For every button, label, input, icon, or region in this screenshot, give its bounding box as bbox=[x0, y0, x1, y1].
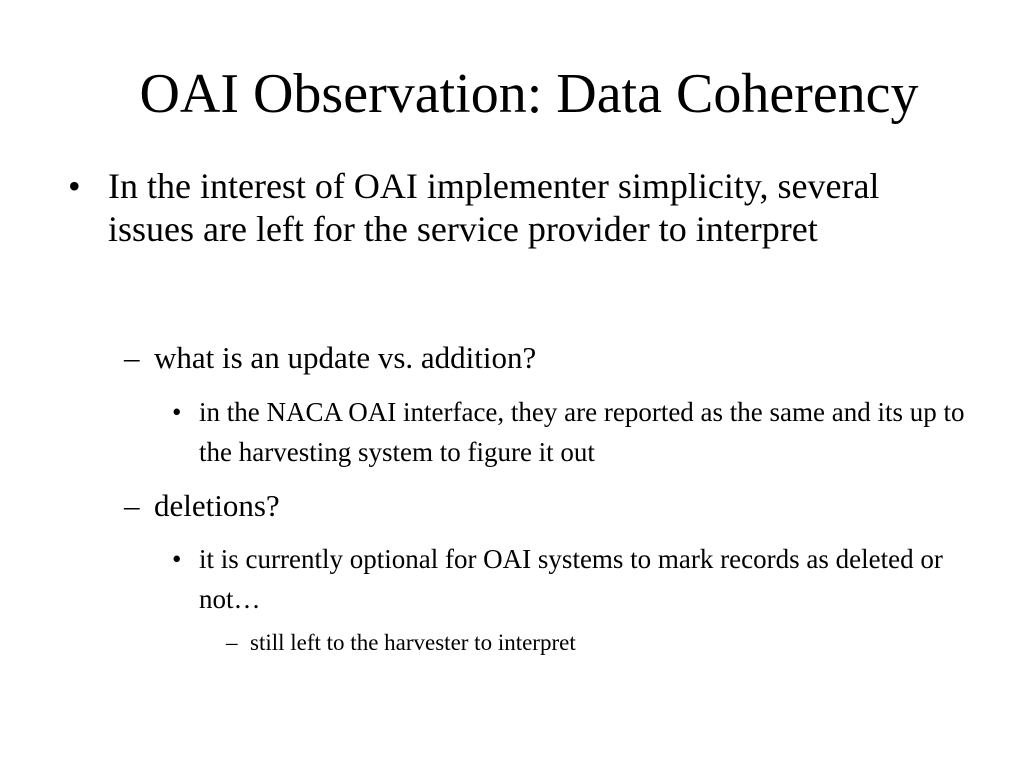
slide-title: OAI Observation: Data Coherency bbox=[139, 63, 919, 125]
bullet-level-3 bbox=[172, 539, 972, 619]
bullet-dash-icon: – bbox=[124, 340, 140, 375]
bullet-text: it is currently optional for OAI systems to mark records as deleted or not… bbox=[199, 544, 943, 614]
bullet-dot-icon: • bbox=[172, 544, 182, 574]
bullet-dot-icon: • bbox=[172, 397, 182, 427]
bullet-level-1 bbox=[68, 165, 968, 251]
bullet-level-2 bbox=[124, 487, 944, 525]
bullet-level-3 bbox=[172, 392, 972, 472]
bullet-level-2 bbox=[124, 339, 944, 377]
bullet-text: what is an update vs. addition? bbox=[154, 340, 537, 375]
bullet-dash-icon: – bbox=[226, 630, 238, 655]
bullet-text: deletions? bbox=[154, 488, 280, 523]
bullet-dash-icon: – bbox=[124, 488, 140, 523]
bullet-text: in the NACA OAI interface, they are reported as the same and its up to the harvesting system to figure it out bbox=[199, 397, 965, 467]
bullet-text: still left to the harvester to interpret bbox=[250, 630, 576, 655]
bullet-dot-icon: • bbox=[68, 166, 81, 206]
bullet-text: In the interest of OAI implementer simplicity, several issues are left for the service provider to interpret bbox=[108, 166, 880, 249]
bullet-level-4 bbox=[226, 627, 926, 659]
